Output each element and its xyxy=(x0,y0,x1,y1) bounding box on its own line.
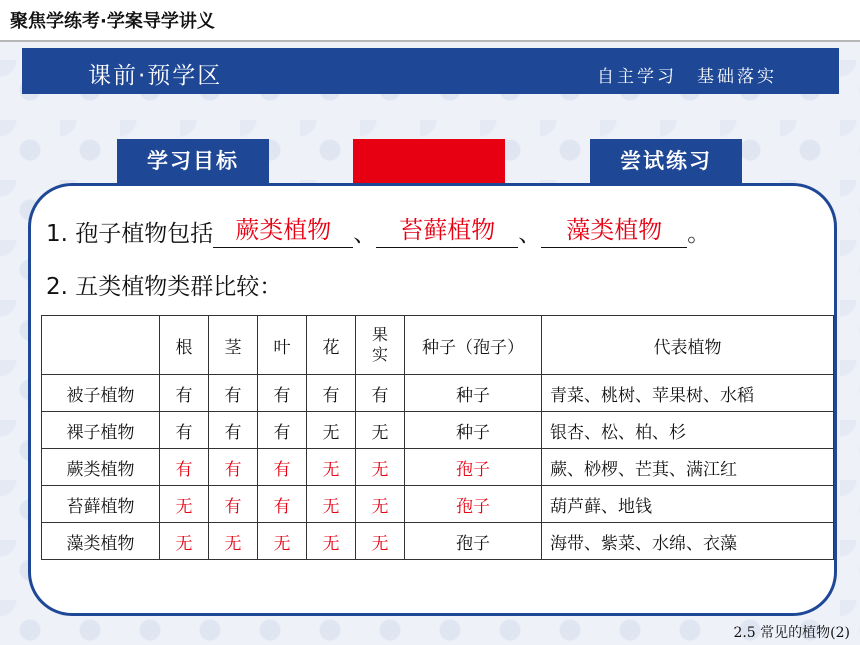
organ-cell: 无 xyxy=(307,412,356,449)
table-row xyxy=(42,412,834,449)
reproduction-cell: 种子 xyxy=(405,375,542,412)
tab-learning-goals[interactable]: 学习目标 xyxy=(117,139,269,183)
organ-cell: 无 xyxy=(356,412,405,449)
organ-cell: 有 xyxy=(258,412,307,449)
organ-cell: 有 xyxy=(307,375,356,412)
organ-cell: 有 xyxy=(160,412,209,449)
table-row xyxy=(42,449,834,486)
section-title: 课前·预学区 xyxy=(88,63,223,89)
brand-title: 聚焦学练考·学案导学讲义 xyxy=(10,11,215,32)
table-row xyxy=(42,375,834,412)
answer-blank-1: 蕨类植物 xyxy=(213,217,353,248)
reproduction-cell: 孢子 xyxy=(405,449,542,486)
table-header-cell xyxy=(42,316,160,375)
organ-cell: 无 xyxy=(160,523,209,560)
question-1-end: 。 xyxy=(687,221,711,247)
separator-2: 、 xyxy=(518,221,542,247)
section-banner xyxy=(22,48,839,94)
organ-cell: 无 xyxy=(356,486,405,523)
answer-blank-2: 苔藓植物 xyxy=(376,217,518,248)
plant-group-name: 裸子植物 xyxy=(42,412,160,449)
question-2: 2. 五类植物类群比较： xyxy=(46,274,283,300)
plant-group-name: 被子植物 xyxy=(42,375,160,412)
section-subtitle: 自主学习 基础落实 xyxy=(597,67,777,87)
organ-cell: 无 xyxy=(258,523,307,560)
plant-group-name: 蕨类植物 xyxy=(42,449,160,486)
plant-comparison-table xyxy=(41,315,834,560)
tab-practice[interactable]: 尝试练习 xyxy=(590,139,742,183)
organ-cell: 有 xyxy=(209,375,258,412)
answer-blank-3: 藻类植物 xyxy=(541,217,687,248)
table-row xyxy=(42,486,834,523)
separator-1: 、 xyxy=(353,221,377,247)
organ-cell: 无 xyxy=(160,486,209,523)
organ-cell: 有 xyxy=(356,375,405,412)
organ-cell: 无 xyxy=(307,486,356,523)
organ-cell: 有 xyxy=(160,375,209,412)
organ-cell: 无 xyxy=(307,523,356,560)
tab-knowledge-list[interactable]: 知识清单 xyxy=(353,139,505,183)
table-header-cell: 茎 xyxy=(209,316,258,375)
table-header-cell: 果 实 xyxy=(356,316,405,375)
organ-cell: 无 xyxy=(307,449,356,486)
question-1-prefix: 1. 孢子植物包括 xyxy=(46,221,214,247)
organ-cell: 有 xyxy=(209,486,258,523)
table-row xyxy=(42,523,834,560)
organ-cell: 无 xyxy=(356,523,405,560)
organ-cell: 无 xyxy=(209,523,258,560)
reproduction-cell: 孢子 xyxy=(405,523,542,560)
organ-cell: 有 xyxy=(258,375,307,412)
table-header-cell: 叶 xyxy=(258,316,307,375)
representative-plants: 葫芦藓、地钱 xyxy=(542,486,834,523)
question-1 xyxy=(46,215,710,248)
top-header-bar xyxy=(0,0,860,42)
organ-cell: 有 xyxy=(209,449,258,486)
reproduction-cell: 孢子 xyxy=(405,486,542,523)
organ-cell: 有 xyxy=(258,449,307,486)
representative-plants: 青菜、桃树、苹果树、水稻 xyxy=(542,375,834,412)
representative-plants: 海带、紫菜、水绵、衣藻 xyxy=(542,523,834,560)
table-header-cell: 种子（孢子） xyxy=(405,316,542,375)
table-header-cell: 代表植物 xyxy=(542,316,834,375)
representative-plants: 蕨、桫椤、芒萁、满江红 xyxy=(542,449,834,486)
representative-plants: 银杏、松、柏、杉 xyxy=(542,412,834,449)
organ-cell: 无 xyxy=(356,449,405,486)
organ-cell: 有 xyxy=(160,449,209,486)
table-header-row xyxy=(42,316,834,375)
plant-group-name: 苔藓植物 xyxy=(42,486,160,523)
table-header-cell: 根 xyxy=(160,316,209,375)
plant-group-name: 藻类植物 xyxy=(42,523,160,560)
organ-cell: 有 xyxy=(258,486,307,523)
table-header-cell: 花 xyxy=(307,316,356,375)
page-footer: 2.5 常见的植物(2) xyxy=(733,625,850,641)
organ-cell: 有 xyxy=(209,412,258,449)
reproduction-cell: 种子 xyxy=(405,412,542,449)
